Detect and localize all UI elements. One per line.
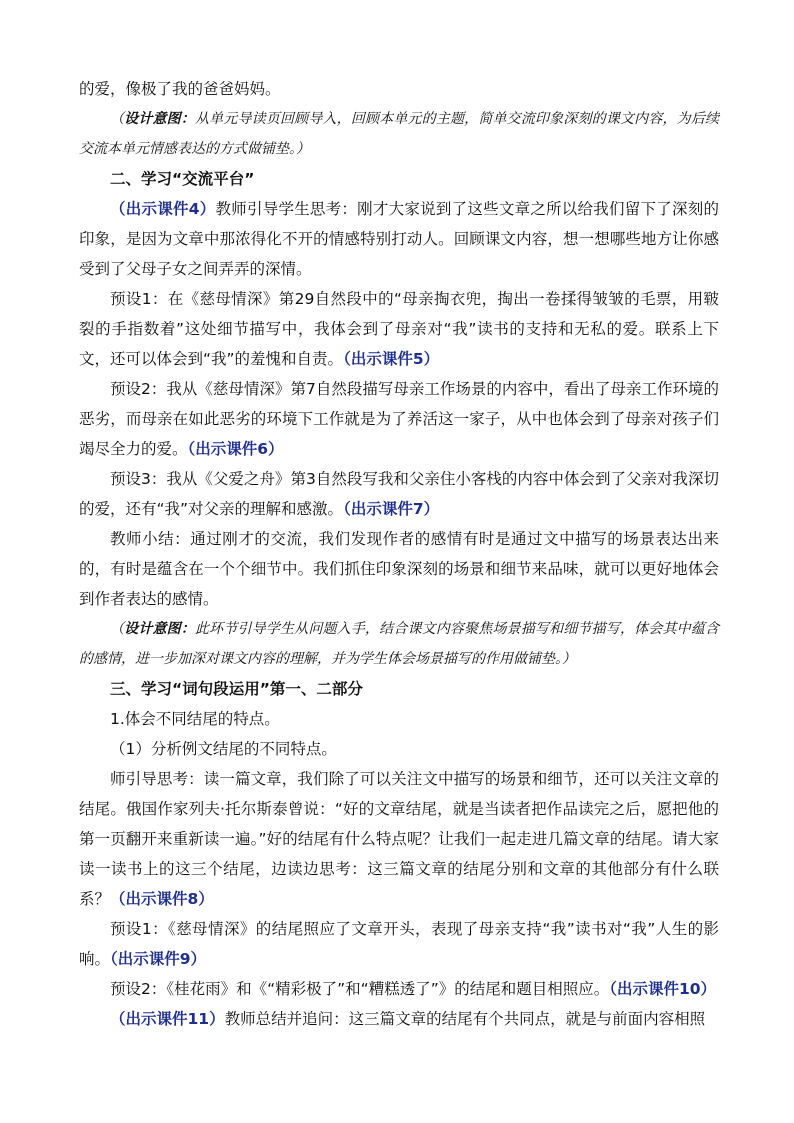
design-intent-text: 从单元导读页回顾导入，回顾本单元的主题，简单交流印象深刻的课文内容，为后续交流本单元情感表达的方式做铺垫。） (79, 111, 720, 157)
paragraph (79, 914, 719, 974)
courseware-tag: （出示课件6） (187, 440, 284, 458)
paragraph-text: 预设2：我从《慈母情深》第7自然段描写母亲工作场景的内容中，看出了母亲工作环境的恶劣，而母亲在如此恶劣的环境下工作就是为了养活这一家子，从中也体会到了母亲对孩子们竭尽全力的爱。 (79, 380, 719, 458)
paragraph-summary: 教师小结：通过刚才的交流，我们发现作者的感情有时是通过文中描写的场景表达出来的，有时是蕴含在一个个细节中。我们抓住印象深刻的场景和细节来品味，就可以更好地体会到作者表达的感情。 (79, 530, 719, 608)
paragraph-text: 预设1：《慈母情深》的结尾照应了文章开头，表现了母亲支持“我”读书对“我”人生的影响。 (79, 920, 719, 968)
design-intent-note (79, 104, 719, 164)
note-open-paren: （ (110, 111, 125, 127)
paragraph-text: 预设2：《桂花雨》和《“精彩极了”和“糟糕透了”》的结尾和题目相照应。 (110, 980, 610, 998)
courseware-tag: （出示课件7） (343, 500, 440, 518)
paragraph-text: 教师总结并追问：这三篇文章的结尾有个共同点，就是与前面内容相照 (224, 1010, 706, 1028)
design-intent-text: 此环节引导学生从问题入手，结合课文内容聚焦场景描写和细节描写，体会其中蕴含的感情，进一步加深对课文内容的理解，并为学生体会场景描写的作用做铺垫。） (79, 621, 720, 667)
courseware-tag: （出示课件4） (110, 200, 216, 218)
paragraph (79, 194, 719, 284)
section-heading-3: 三、学习“词句段运用”第一、二部分 (110, 680, 363, 698)
design-intent-label: 设计意图： (124, 111, 196, 127)
courseware-tag: （出示课件11） (110, 1010, 225, 1028)
paragraph (79, 374, 719, 464)
paragraph-text: 师引导思考：读一篇文章，我们除了可以关注文中描写的场景和细节，还可以关注文章的结尾。俄国作家列夫·托尔斯泰曾说：“好的文章结尾，就是当读者把作品读完之后，愿把他的第一页翻开来重新读一遍。”好的结尾有什么特点呢？让我们一起走进几篇文章的结尾。请大家读一读书上的这三个结尾，边读边思考：这三篇文章的结尾分别和文章的其他部分有什么联系？ (79, 770, 719, 908)
paragraph (79, 284, 719, 374)
paragraph (79, 764, 719, 914)
note-open-paren: （ (110, 621, 125, 637)
courseware-tag: （出示课件8） (110, 890, 214, 908)
paragraph-text: 预设1：在《慈母情深》第29自然段中的“母亲掏衣兜，掏出一卷揉得皱皱的毛票，用皲裂的手指数着”这处细节描写中，我体会到了母亲对“我”读书的支持和无私的爱。联系上下文，还可以体会到“我”的羞愧和自责。 (79, 290, 719, 368)
paragraph-text: 预设3：我从《父爱之舟》第3自然段写我和父亲住小客栈的内容中体会到了父亲对我深切的爱，还有“我”对父亲的理解和感激。 (79, 470, 719, 518)
courseware-tag: （出示课件5） (343, 350, 440, 368)
paragraph (79, 464, 719, 524)
list-item: 1.体会不同结尾的特点。 (110, 710, 280, 728)
document-page (79, 74, 719, 1034)
section-heading-2: 二、学习“交流平台” (110, 170, 255, 188)
paragraph (79, 1004, 719, 1034)
design-intent-note (79, 614, 719, 674)
paragraph (79, 974, 719, 1004)
courseware-tag: （出示课件9） (110, 950, 207, 968)
list-item: （1）分析例文结尾的不同特点。 (110, 740, 337, 758)
paragraph-text: 教师引导学生思考：刚才大家说到了这些文章之所以给我们留下了深刻的印象，是因为文章中那浓得化不开的情感特别打动人。回顾课文内容，想一想哪些地方让你感受到了父母子女之间弄弄的深情。 (79, 200, 719, 278)
paragraph-continuation: 的爱，像极了我的爸爸妈妈。 (79, 80, 281, 98)
design-intent-label: 设计意图： (124, 621, 196, 637)
courseware-tag: （出示课件10） (609, 980, 717, 998)
